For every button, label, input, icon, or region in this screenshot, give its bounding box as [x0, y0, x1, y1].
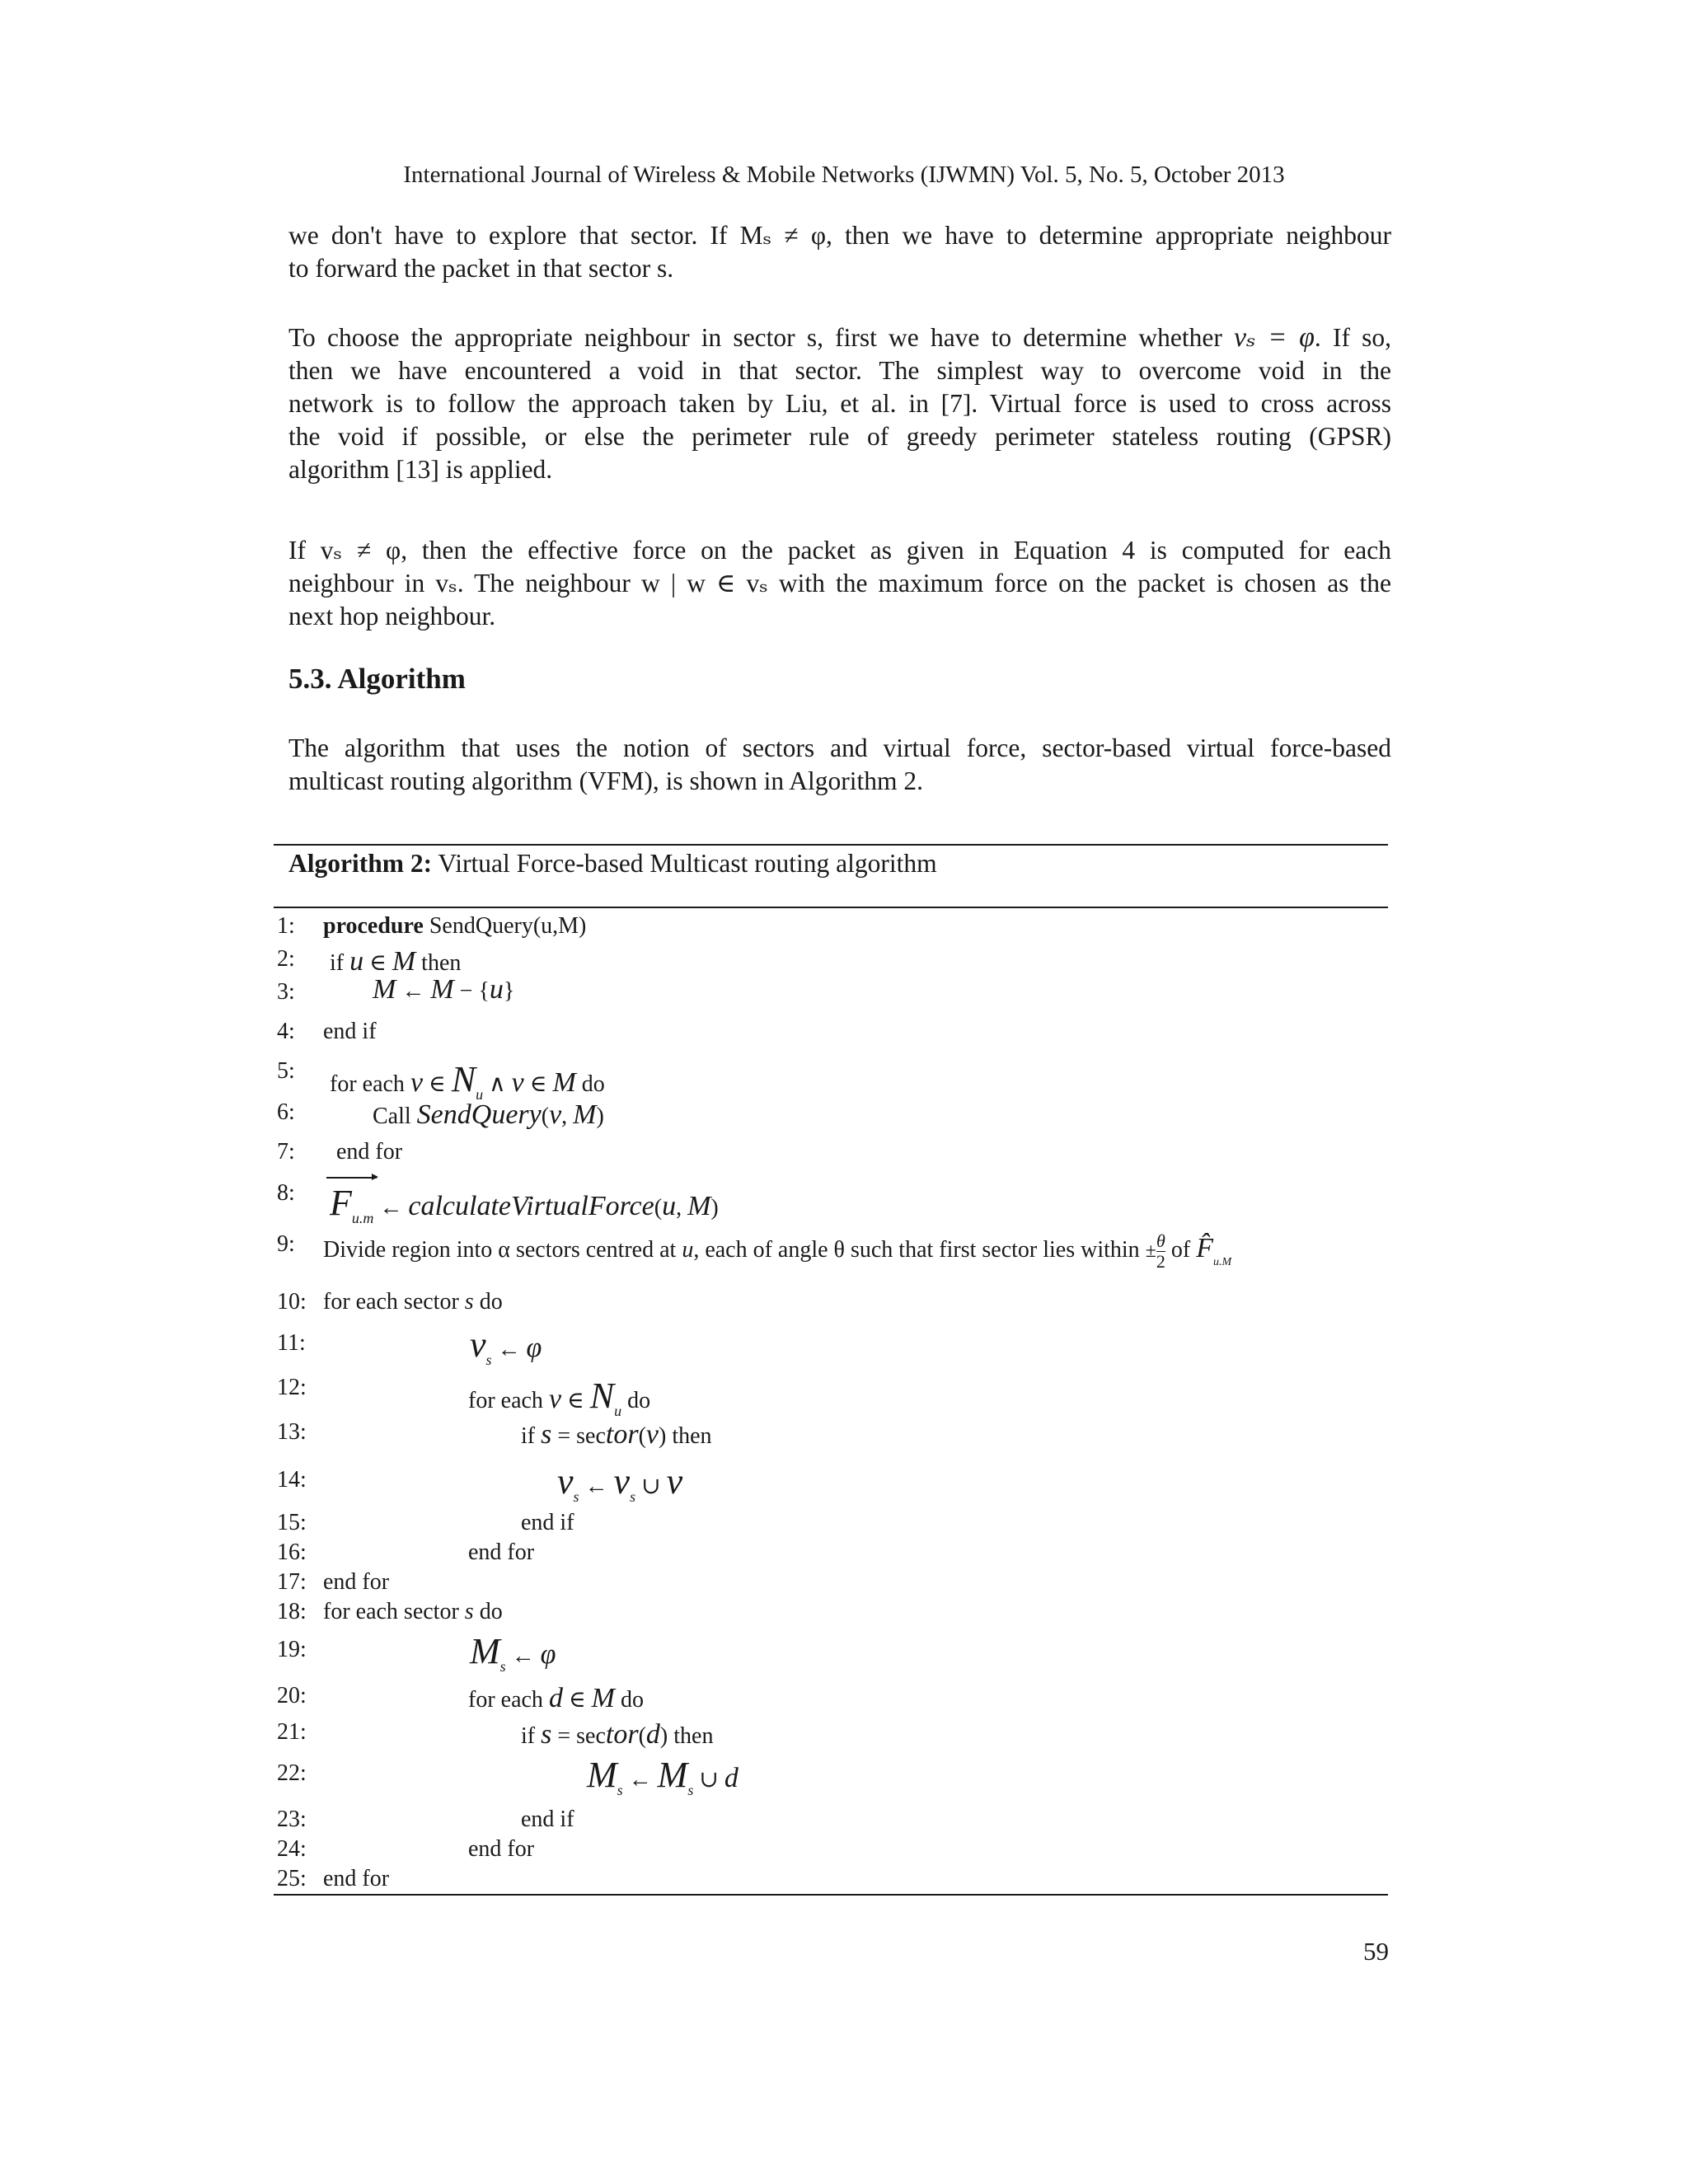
paragraph-2-line-4: the void if possible, or else the perimeter rule of greedy perimeter stateless routing (GPSR) [288, 422, 1391, 451]
line-number: 7: [277, 1139, 295, 1165]
line-number: 25: [277, 1866, 307, 1891]
paragraph-1-line-1: we don't have to explore that sector. If Mₛ ≠ φ, then we have to determine appropriate neighbour [288, 221, 1391, 250]
paragraph-3 [288, 534, 1391, 633]
line-number: 23: [277, 1807, 307, 1832]
theta-half-fraction: $\frac{\theta}{2}$ [1156, 1230, 1165, 1272]
line-code: if u ∈ M then [330, 946, 462, 977]
line-code: end for [336, 1139, 403, 1165]
paragraph-4-line-1: The algorithm that uses the notion of sectors and virtual force, sector-based virtual force-based [288, 733, 1391, 762]
line-code: $v_s$ ← $v_s$ ∪ v [557, 1461, 683, 1505]
line-number: 18: [277, 1599, 307, 1624]
line-number: 20: [277, 1683, 307, 1708]
line-code: for each sector s do [323, 1289, 503, 1315]
line-number: 13: [277, 1419, 307, 1445]
paragraph-3-line-1: If vₛ ≠ φ, then the effective force on the packet as given in Equation 4 is computed for each [288, 536, 1391, 565]
line-code: $M_s$ ← φ [470, 1631, 556, 1675]
algorithm-line [0, 1754, 1688, 1798]
line-code: for each v ∈ $N_u$ do [468, 1376, 651, 1419]
algorithm-line [0, 1413, 1688, 1454]
line-number: 5: [277, 1058, 295, 1084]
algorithm-line [0, 1282, 1688, 1324]
line-code: for each sector s do [323, 1599, 503, 1624]
line-number: 9: [277, 1231, 295, 1257]
algorithm-line [0, 1460, 1688, 1505]
line-number: 2: [277, 946, 295, 972]
line-code: end for [323, 1569, 390, 1595]
algorithm-line [0, 1630, 1688, 1675]
line-number: 8: [277, 1180, 295, 1206]
line-number: 4: [277, 1019, 295, 1044]
algorithm-line [0, 972, 1688, 1014]
paragraph-4 [288, 732, 1391, 798]
algorithm-line [0, 1713, 1688, 1754]
algorithm-title [288, 849, 937, 879]
algorithm-line [0, 1093, 1688, 1134]
line-number: 10: [277, 1289, 307, 1315]
section-heading: 5.3. Algorithm [288, 663, 466, 695]
algorithm-line [0, 1592, 1688, 1633]
journal-header: International Journal of Wireless & Mobile Networks (IJWMN) Vol. 5, No. 5, October 2013 [403, 162, 1285, 188]
line-number: 6: [277, 1099, 295, 1125]
paragraph-3-line-3: next hop neighbour. [288, 602, 496, 630]
line-code: end if [521, 1510, 574, 1535]
vector-arrow: F [330, 1183, 352, 1223]
algorithm-top-rule [274, 844, 1388, 846]
vs-equals-phi-math: vₛ = φ [1234, 322, 1315, 353]
line-number: 17: [277, 1569, 307, 1595]
line-code: for each v ∈ $N_u$ ∧ v ∈ M do [330, 1059, 605, 1103]
paragraph-4-line-2: multicast routing algorithm (VFM), is shown in Algorithm 2. [288, 766, 923, 795]
algorithm-line [0, 1012, 1688, 1053]
line-code: end if [521, 1807, 574, 1832]
line-code: Call SendQuery(v, M) [373, 1099, 604, 1130]
line-code: $M_s$ ← $M_s$ ∪ d [587, 1755, 738, 1798]
paragraph-2-line-5: algorithm [13] is applied. [288, 455, 553, 484]
algorithm-line [0, 1132, 1688, 1174]
line-number: 3: [277, 979, 295, 1005]
line-code: end for [468, 1836, 535, 1862]
line-code: procedure SendQuery(u,M) [323, 913, 587, 939]
paragraph-2-line-3: network is to follow the approach taken by Liu, et al. in [7]. Virtual force is used to cross across [288, 389, 1391, 418]
line-code: end if [323, 1019, 377, 1044]
algorithm-line [0, 1052, 1688, 1103]
line-number: 14: [277, 1467, 307, 1493]
line-number: 21: [277, 1719, 307, 1745]
paragraph-2 [288, 321, 1391, 486]
algorithm-line [0, 1324, 1688, 1368]
paragraph-1 [288, 219, 1391, 285]
line-code: $F_{u.m}$ ← calculateVirtualForce(u, M) [330, 1183, 719, 1226]
line-number: 24: [277, 1836, 307, 1862]
line-code: for each d ∈ M do [468, 1683, 644, 1713]
algorithm-line [0, 1676, 1688, 1718]
keyword-procedure: procedure [323, 913, 424, 939]
paragraph-2-line-2: then we have encountered a void in that sector. The simplest way to overcome void in the [288, 356, 1391, 385]
algorithm-line [0, 1368, 1688, 1419]
line-number: 16: [277, 1540, 307, 1565]
paragraph-3-line-2: neighbour in vₛ. The neighbour w | w ∈ vₛ with the maximum force on the packet is chosen as the [288, 569, 1391, 598]
page-number: 59 [1363, 1937, 1389, 1966]
line-code: M ← M − {u} [373, 974, 515, 1005]
algorithm-line [0, 1225, 1688, 1272]
line-number: 19: [277, 1637, 307, 1662]
paragraph-2-line-1-text: To choose the appropriate neighbour in sector s, first we have to determine whether [288, 323, 1222, 352]
line-code: if s = sector(v) then [521, 1419, 712, 1450]
algorithm-name: Virtual Force-based Multicast routing algorithm [438, 849, 937, 878]
line-number: 12: [277, 1375, 307, 1400]
paragraph-2-line-1-tail: . If so, [1314, 323, 1392, 352]
line-code: Divide region into α sectors centred at u, each of angle θ such that first sector lies within ± $\frac{\theta}{2}$ of $F̂_{u.M}$ [323, 1230, 1232, 1272]
line-code: end for [323, 1866, 390, 1891]
line-number: 1: [277, 913, 295, 939]
line-number: 22: [277, 1760, 307, 1786]
algorithm-line [0, 1174, 1688, 1226]
line-code: $v_s$ ← φ [470, 1324, 542, 1368]
paragraph-2-line-1 [288, 321, 1391, 354]
paragraph-1-line-2: to forward the packet in that sector s. [288, 254, 674, 283]
line-code: end for [468, 1540, 535, 1565]
algorithm-bottom-rule [274, 1894, 1388, 1896]
line-code: if s = sector(d) then [521, 1719, 714, 1750]
line-number: 11: [277, 1330, 306, 1356]
line-number: 15: [277, 1510, 307, 1535]
algorithm-label: Algorithm 2: [288, 849, 433, 878]
